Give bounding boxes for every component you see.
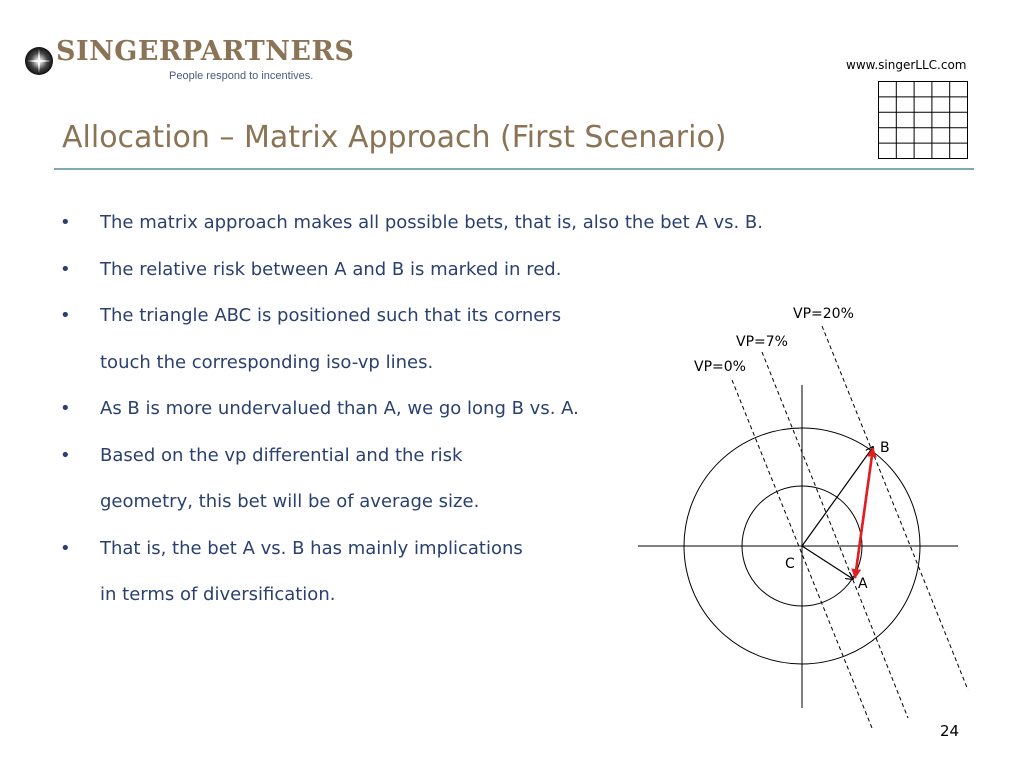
page-number: 24: [940, 722, 960, 740]
bullet-marker: •: [60, 444, 71, 466]
website-url: www.singerLLC.com: [846, 58, 967, 72]
iso-vp-label-0: VP=0%: [694, 359, 746, 375]
point-label-c: C: [785, 556, 795, 572]
grid-matrix-icon: [877, 80, 969, 160]
bullet-text: The triangle ABC is positioned such that its corners: [100, 305, 562, 326]
bullet-item: [60, 200, 763, 247]
bullet-text: The relative risk between A and B is marked in red.: [100, 258, 562, 280]
star-burst-logo-icon: [24, 46, 54, 76]
iso-vp-label-7: VP=7%: [736, 334, 788, 350]
iso-vp-label-20: VP=20%: [793, 306, 854, 322]
point-label-b: B: [880, 440, 890, 456]
company-logo: [24, 36, 355, 86]
bullet-text: As B is more undervalued than A, we go long B vs. A.: [100, 398, 579, 419]
bullet-item: [60, 247, 763, 294]
bullet-text: Based on the vp differential and the risk: [100, 444, 463, 466]
bullet-text: touch the corresponding iso-vp lines.: [100, 351, 434, 373]
vector-c-to-a: [802, 546, 853, 579]
bullet-marker: •: [60, 305, 71, 326]
logo-wordmark: SINGERPARTNERS: [56, 36, 355, 67]
bullet-marker: •: [60, 212, 71, 233]
bullet-text: The matrix approach makes all possible bets, that is, also the bet A vs. B.: [100, 212, 763, 233]
title-divider: [54, 168, 974, 170]
point-label-a: A: [858, 576, 868, 592]
bullet-text: That is, the bet A vs. B has mainly implications: [100, 537, 523, 559]
iso-vp-line-20: [822, 326, 968, 690]
page-title: Allocation – Matrix Approach (First Scenario): [62, 120, 727, 155]
bullet-text: geometry, this bet will be of average size.: [100, 491, 480, 512]
risk-geometry-diagram: [620, 290, 970, 730]
bullet-marker: •: [60, 258, 71, 280]
bullet-marker: •: [60, 398, 71, 419]
bullet-marker: •: [60, 537, 71, 559]
logo-tagline: People respond to incentives.: [169, 70, 314, 82]
bullet-text: in terms of diversification.: [100, 584, 336, 605]
